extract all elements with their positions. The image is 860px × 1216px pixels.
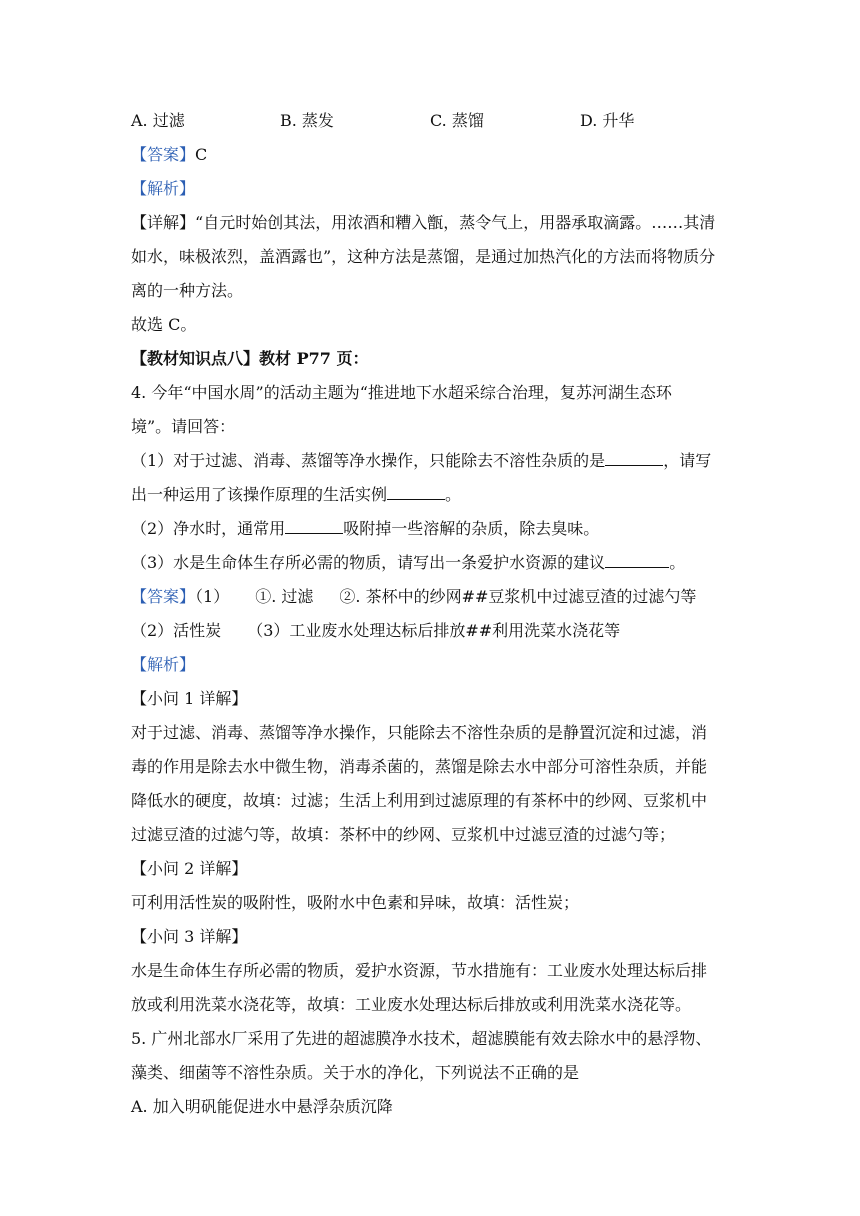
detail-tag: 【详解】 bbox=[131, 213, 196, 232]
answer-line bbox=[131, 138, 731, 172]
detail-text-1: “自元时始创其法，用浓酒和糟入甑，蒸令气上，用器承取滴露。……其清 bbox=[195, 213, 716, 232]
q4-part-2 bbox=[131, 512, 731, 546]
detail-line-2: 如水，味极浓烈，盖酒露也”，这种方法是蒸馏，是通过加热汽化的方法而将物质分 bbox=[131, 247, 716, 266]
sub1-line-3: 降低水的硬度，故填：过滤；生活上利用到过滤原理的有茶杯中的纱网、豆浆机中 bbox=[131, 791, 708, 810]
answer-part-2: （2）活性炭 bbox=[131, 621, 222, 640]
sub3-line-2: 放或利用洗菜水浇花等，故填：工业废水处理达标后排放或利用洗菜水浇花等。 bbox=[131, 995, 692, 1014]
q4-answer-line-1 bbox=[131, 580, 751, 614]
option-a: A. 过滤 bbox=[131, 111, 185, 130]
option-d: D. 升华 bbox=[580, 111, 635, 130]
answer-part-1-a: ①. 过滤 bbox=[255, 587, 314, 606]
answer-blank[interactable] bbox=[605, 566, 669, 568]
q4-part-1-line-1 bbox=[131, 444, 731, 478]
sub3-line-1: 水是生命体生存所必需的物质，爱护水资源，节水措施有：工业废水处理达标后排 bbox=[131, 961, 708, 980]
option-b: B. 蒸发 bbox=[280, 111, 334, 130]
answer-tag: 【答案】 bbox=[131, 145, 196, 164]
q4-part-2-text: （2）净水时，通常用 bbox=[131, 519, 286, 538]
q4-stem-2: 境”。请回答： bbox=[131, 417, 236, 436]
answer-value: C bbox=[195, 145, 208, 164]
sub1-line-1: 对于过滤、消毒、蒸馏等净水操作，只能除去不溶性杂质的是静置沉淀和过滤，消 bbox=[131, 723, 708, 742]
q4-part-3 bbox=[131, 546, 731, 580]
option-c: C. 蒸馏 bbox=[430, 111, 484, 130]
q4-answer-line-2 bbox=[131, 614, 731, 648]
answer-blank[interactable] bbox=[387, 498, 445, 500]
q4-part-1-text-b: ，请写 bbox=[663, 451, 712, 470]
q4-part-1-line-2 bbox=[131, 478, 731, 512]
sub2-line-1: 可利用活性炭的吸附性，吸附水中色素和异味，故填：活性炭； bbox=[131, 893, 580, 912]
conclusion: 故选 C。 bbox=[131, 315, 197, 334]
q4-stem-1: 4. 今年“中国水周”的活动主题为“推进地下水超采综合治理，复苏河湖生态环 bbox=[131, 383, 672, 402]
q4-part-3-text: （3）水是生命体生存所必需的物质，请写出一条爱护水资源的建议 bbox=[131, 553, 606, 572]
analysis-tag: 【解析】 bbox=[131, 179, 196, 198]
sub1-tag: 【小问 1 详解】 bbox=[131, 689, 248, 708]
sub1-line-2: 毒的作用是除去水中微生物，消毒杀菌的，蒸馏是除去水中部分可溶性杂质，并能 bbox=[131, 757, 708, 776]
answer-blank[interactable] bbox=[285, 532, 343, 534]
q4-part-1-text: （1）对于过滤、消毒、蒸馏等净水操作，只能除去不溶性杂质的是 bbox=[131, 451, 606, 470]
answer-part-1-label: （1） bbox=[195, 587, 230, 606]
q4-part-2-text-b: 吸附掉一些溶解的杂质，除去臭味。 bbox=[343, 519, 600, 538]
section-header: 【教材知识点八】教材 P77 页： bbox=[131, 349, 369, 368]
answer-tag: 【答案】 bbox=[131, 587, 196, 606]
answer-blank[interactable] bbox=[605, 464, 663, 466]
q5-option-a: A. 加入明矾能促进水中悬浮杂质沉降 bbox=[131, 1097, 393, 1116]
sub3-tag: 【小问 3 详解】 bbox=[131, 927, 248, 946]
answer-part-3: （3）工业废水处理达标后排放##利用洗菜水浇花等 bbox=[247, 621, 621, 640]
q5-stem-1: 5. 广州北部水厂采用了先进的超滤膜净水技术，超滤膜能有效去除水中的悬浮物、 bbox=[131, 1029, 712, 1048]
q4-part-3-text-b: 。 bbox=[669, 553, 686, 572]
sub1-line-4: 过滤豆渣的过滤勺等，故填：茶杯中的纱网、豆浆机中过滤豆渣的过滤勺等； bbox=[131, 825, 676, 844]
detail-line-1 bbox=[131, 206, 731, 240]
sub2-tag: 【小问 2 详解】 bbox=[131, 859, 248, 878]
answer-part-1-b: ②. 茶杯中的纱网##豆浆机中过滤豆渣的过滤勺等 bbox=[339, 587, 697, 606]
q4-part-1-text-d: 。 bbox=[445, 485, 462, 504]
q5-stem-2: 藻类、细菌等不溶性杂质。关于水的净化，下列说法不正确的是 bbox=[131, 1063, 580, 1082]
analysis-tag: 【解析】 bbox=[131, 655, 196, 674]
q4-part-1-text-c: 出一种运用了该操作原理的生活实例 bbox=[131, 485, 388, 504]
detail-line-3: 离的一种方法。 bbox=[131, 281, 244, 300]
